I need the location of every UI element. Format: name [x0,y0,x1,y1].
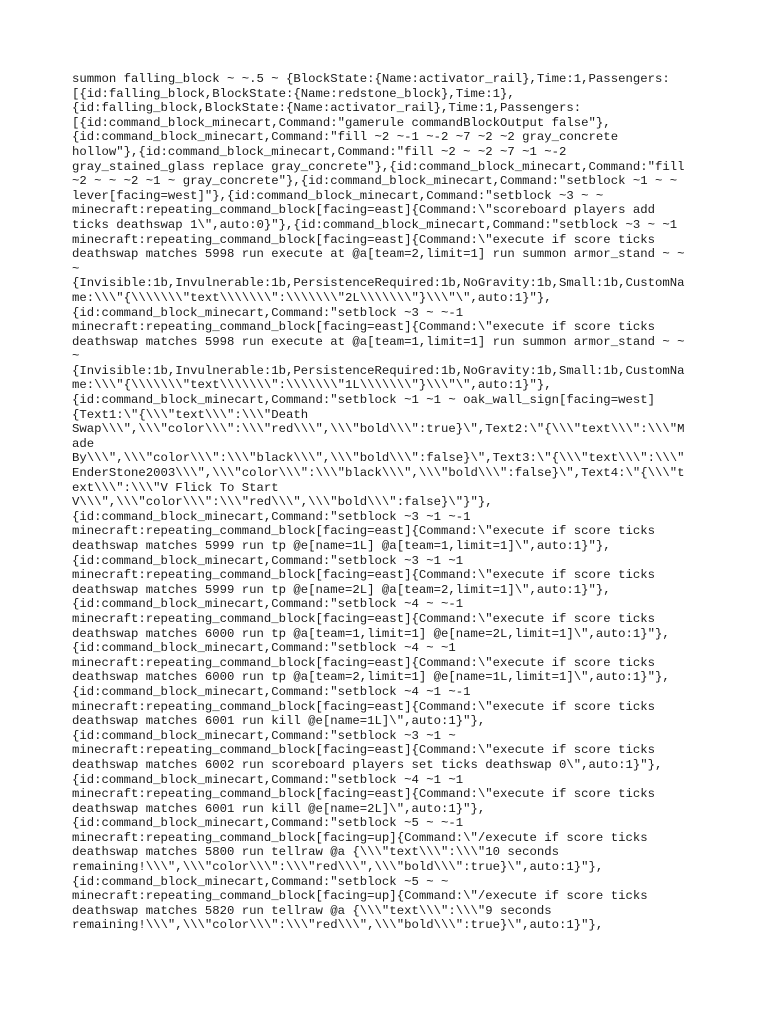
text-line: [{id:falling_block,BlockState:{Name:redstone_block},Time:1}, [72,86,515,101]
text-line: me:\\\"{\\\\\\\"text\\\\\\\":\\\\\\\"2L\\\\\\\"}\\\"\",auto:1}"}, [72,290,552,305]
document-page [72,72,712,933]
text-line: ~2 ~ ~ ~2 ~1 ~ gray_concrete"},{id:command_block_minecart,Command:"setblock ~1 ~ ~ [72,174,678,189]
text-line: minecraft:repeating_command_block[facing=east]{Command:\"execute if score ticks [72,743,655,758]
text-line: deathswap matches 5800 run tellraw @a {\\\"text\\\":\\\"10 seconds [72,845,560,860]
text-line: minecraft:repeating_command_block[facing=east]{Command:\"scoreboard players add [72,203,655,218]
text-line: minecraft:repeating_command_block[facing=east]{Command:\"execute if score ticks [72,232,655,247]
text-line: ade [72,436,95,451]
text-line: deathswap matches 6002 run scoreboard players set ticks deathswap 0\",auto:1}"}, [72,757,663,772]
text-line: {id:command_block_minecart,Command:"setblock ~3 ~ ~-1 [72,305,464,320]
text-line: remaining!\\\",\\\"color\\\":\\\"red\\\",\\\"bold\\\":true}\",auto:1}"}, [72,860,604,875]
text-line: deathswap matches 5998 run execute at @a[team=2,limit=1] run summon armor_stand ~ ~ [72,247,685,262]
text-line: ~ [72,349,80,364]
text-line: {id:command_block_minecart,Command:"setblock ~4 ~1 ~1 [72,772,464,787]
text-line: deathswap matches 5998 run execute at @a[team=1,limit=1] run summon armor_stand ~ ~ [72,334,685,349]
text-line: {id:command_block_minecart,Command:"setblock ~4 ~ ~-1 [72,597,464,612]
text-line: {Invisible:1b,Invulnerable:1b,PersistenceRequired:1b,NoGravity:1b,Small:1b,CustomNa [72,363,685,378]
text-line: minecraft:repeating_command_block[facing=east]{Command:\"execute if score ticks [72,699,655,714]
text-line: deathswap matches 6001 run kill @e[name=1L]\",auto:1}"}, [72,714,486,729]
text-line: ext\\\":\\\"V Flick To Start [72,480,279,495]
text-line: minecraft:repeating_command_block[facing=east]{Command:\"execute if score ticks [72,568,655,583]
text-line: minecraft:repeating_command_block[facing=east]{Command:\"execute if score ticks [72,524,655,539]
command-text-block [72,72,712,933]
text-line: {id:command_block_minecart,Command:"setblock ~1 ~1 ~ oak_wall_sign[facing=west] [72,393,655,408]
text-line: V\\\",\\\"color\\\":\\\"red\\\",\\\"bold\\\":false}\"}"}, [72,495,493,510]
text-line: deathswap matches 6000 run tp @a[team=2,limit=1] @e[name=1L,limit=1]\",auto:1}"}, [72,670,670,685]
text-line: {id:command_block_minecart,Command:"setblock ~4 ~1 ~-1 [72,684,471,699]
text-line: By\\\",\\\"color\\\":\\\"black\\\",\\\"bold\\\":false}\",Text3:\"{\\\"text\\\":\\\" [72,451,685,466]
text-line: ~ [72,261,80,276]
text-line: hollow"},{id:command_block_minecart,Command:"fill ~2 ~ ~2 ~7 ~1 ~-2 [72,144,567,159]
text-line: {id:command_block_minecart,Command:"setblock ~3 ~1 ~1 [72,553,464,568]
text-line: deathswap matches 6000 run tp @a[team=1,limit=1] @e[name=2L,limit=1]\",auto:1}"}, [72,626,670,641]
text-line: [{id:command_block_minecart,Command:"gamerule commandBlockOutput false"}, [72,115,611,130]
text-line: {id:falling_block,BlockState:{Name:activator_rail},Time:1,Passengers: [72,101,582,116]
text-line: {id:command_block_minecart,Command:"setblock ~3 ~1 ~-1 [72,509,471,524]
text-line: lever[facing=west]"},{id:command_block_minecart,Command:"setblock ~3 ~ ~ [72,188,604,203]
text-line: ticks deathswap 1\",auto:0}"},{id:command_block_minecart,Command:"setblock ~3 ~ ~1 [72,217,678,232]
text-line: {id:command_block_minecart,Command:"setblock ~5 ~ ~-1 [72,816,464,831]
text-line: minecraft:repeating_command_block[facing=east]{Command:\"execute if score ticks [72,655,655,670]
text-line: deathswap matches 5820 run tellraw @a {\\\"text\\\":\\\"9 seconds [72,903,552,918]
text-line: minecraft:repeating_command_block[facing=up]{Command:\"/execute if score ticks [72,830,648,845]
text-line: me:\\\"{\\\\\\\"text\\\\\\\":\\\\\\\"1L\\\\\\\"}\\\"\",auto:1}"}, [72,378,552,393]
text-line: {id:command_block_minecart,Command:"fill ~2 ~-1 ~-2 ~7 ~2 ~2 gray_concrete [72,130,619,145]
text-line: deathswap matches 5999 run tp @e[name=2L] @a[team=2,limit=1]\",auto:1}"}, [72,582,611,597]
text-line: minecraft:repeating_command_block[facing=east]{Command:\"execute if score ticks [72,611,655,626]
text-line: {Invisible:1b,Invulnerable:1b,PersistenceRequired:1b,NoGravity:1b,Small:1b,CustomNa [72,276,685,291]
text-line: {id:command_block_minecart,Command:"setblock ~5 ~ ~ [72,874,449,889]
text-line: remaining!\\\",\\\"color\\\":\\\"red\\\",\\\"bold\\\":true}\",auto:1}"}, [72,918,604,933]
text-line: {Text1:\"{\\\"text\\\":\\\"Death [72,407,309,422]
text-line: Swap\\\",\\\"color\\\":\\\"red\\\",\\\"bold\\\":true}\",Text2:\"{\\\"text\\\":\\\"M [72,422,685,437]
text-line: {id:command_block_minecart,Command:"setblock ~4 ~ ~1 [72,641,456,656]
text-line: deathswap matches 5999 run tp @e[name=1L] @a[team=1,limit=1]\",auto:1}"}, [72,539,611,553]
text-line: summon falling_block ~ ~.5 ~ {BlockState:{Name:activator_rail},Time:1,Passengers: [72,72,670,86]
text-line: deathswap matches 6001 run kill @e[name=2L]\",auto:1}"}, [72,801,486,816]
text-line: EnderStone2003\\\",\\\"color\\\":\\\"black\\\",\\\"bold\\\":false}\",Text4:\"{\\\"t [72,466,685,481]
text-line: {id:command_block_minecart,Command:"setblock ~3 ~1 ~ [72,728,456,743]
text-line: gray_stained_glass replace gray_concrete"},{id:command_block_minecart,Command:"fill [72,159,685,174]
text-line: minecraft:repeating_command_block[facing=east]{Command:\"execute if score ticks [72,320,655,335]
text-line: minecraft:repeating_command_block[facing=east]{Command:\"execute if score ticks [72,787,655,802]
text-line: minecraft:repeating_command_block[facing=up]{Command:\"/execute if score ticks [72,889,648,904]
